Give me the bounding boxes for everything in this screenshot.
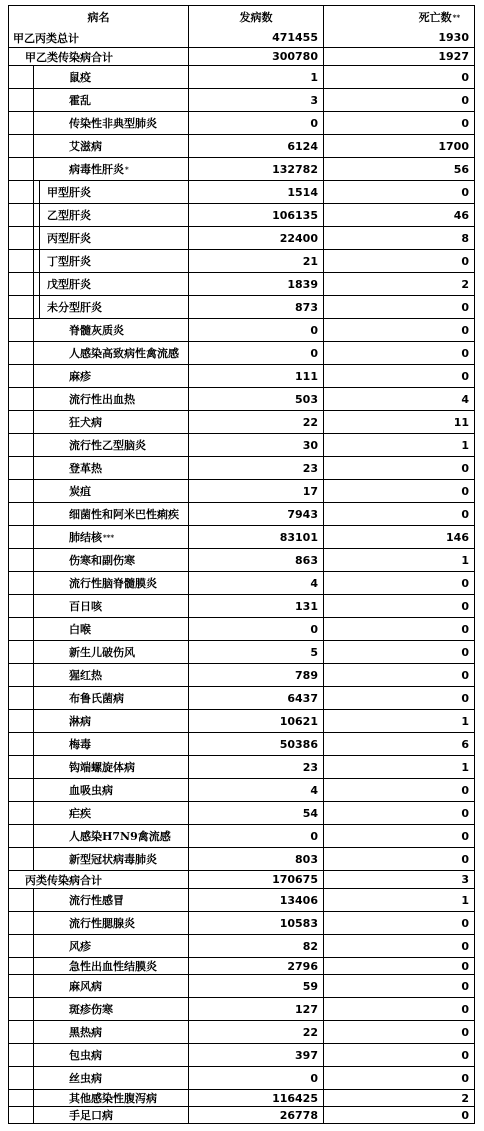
deaths-cell: 11	[323, 411, 474, 433]
deaths-cell: 0	[323, 1107, 474, 1123]
header-deaths-label: 死亡数	[418, 11, 452, 24]
table-header-row	[9, 6, 474, 28]
table-row	[9, 364, 474, 387]
disease-name-cell	[9, 135, 188, 157]
deaths-cell: 0	[323, 572, 474, 594]
disease-name: 梅毒	[69, 738, 91, 751]
table-row	[9, 847, 474, 870]
disease-name-cell	[9, 66, 188, 88]
disease-name-cell	[9, 503, 188, 525]
disease-name: 淋病	[69, 715, 91, 728]
cases-cell: 50386	[188, 733, 323, 755]
disease-name-cell	[9, 388, 188, 410]
header-cases: 发病数	[188, 6, 323, 28]
table-row	[9, 778, 474, 801]
table-row	[9, 548, 474, 571]
deaths-cell: 1	[323, 434, 474, 456]
cases-cell: 0	[188, 1067, 323, 1089]
disease-name-cell	[9, 48, 188, 65]
cases-cell: 1	[188, 66, 323, 88]
disease-name: 百日咳	[69, 600, 102, 613]
disease-name: 人感染高致病性禽流感	[69, 347, 179, 360]
table-body	[9, 28, 474, 1123]
table-row	[9, 88, 474, 111]
deaths-cell: 8	[323, 227, 474, 249]
deaths-cell: 0	[323, 779, 474, 801]
disease-name-cell	[9, 825, 188, 847]
disease-name-cell	[9, 250, 188, 272]
disease-name-cell	[9, 1044, 188, 1066]
table-row	[9, 870, 474, 888]
table-row	[9, 272, 474, 295]
disease-name-cell	[9, 319, 188, 341]
cases-cell: 17	[188, 480, 323, 502]
cases-cell: 54	[188, 802, 323, 824]
cases-cell: 22	[188, 1021, 323, 1043]
cases-cell: 111	[188, 365, 323, 387]
disease-name: 丁型肝炎	[47, 255, 91, 268]
cases-cell: 0	[188, 825, 323, 847]
cases-cell: 2796	[188, 958, 323, 974]
cases-cell: 10583	[188, 912, 323, 934]
disease-name-cell	[9, 756, 188, 778]
cases-cell: 863	[188, 549, 323, 571]
disease-name: 包虫病	[69, 1049, 102, 1062]
disease-name: 肺结核	[69, 531, 102, 544]
cases-cell: 873	[188, 296, 323, 318]
table-row	[9, 617, 474, 640]
disease-name-cell	[9, 848, 188, 870]
deaths-cell: 0	[323, 1067, 474, 1089]
cases-cell: 21	[188, 250, 323, 272]
cases-cell: 4	[188, 779, 323, 801]
table-row	[9, 318, 474, 341]
disease-name-cell	[9, 687, 188, 709]
deaths-cell: 1	[323, 756, 474, 778]
disease-name: 丝虫病	[69, 1072, 102, 1085]
deaths-cell: 0	[323, 480, 474, 502]
table-row	[9, 957, 474, 974]
disease-name: 钩端螺旋体病	[69, 761, 135, 774]
cases-cell: 10621	[188, 710, 323, 732]
deaths-cell: 1	[323, 889, 474, 911]
disease-name: 急性出血性结膜炎	[69, 960, 157, 973]
disease-name-cell	[9, 802, 188, 824]
deaths-cell: 0	[323, 89, 474, 111]
disease-name-cell	[9, 975, 188, 997]
deaths-cell: 56	[323, 158, 474, 180]
cases-cell: 127	[188, 998, 323, 1020]
disease-name: 艾滋病	[69, 140, 102, 153]
disease-name: 麻疹	[69, 370, 91, 383]
disease-name-cell	[9, 411, 188, 433]
disease-name: 流行性腮腺炎	[69, 917, 135, 930]
cases-cell: 6437	[188, 687, 323, 709]
deaths-cell: 0	[323, 365, 474, 387]
disease-name-cell	[9, 1021, 188, 1043]
table-row	[9, 934, 474, 957]
cases-cell: 116425	[188, 1090, 323, 1106]
disease-name-cell	[9, 912, 188, 934]
disease-name: 炭疽	[69, 485, 91, 498]
disease-name-cell	[9, 227, 188, 249]
disease-name-cell	[9, 112, 188, 134]
deaths-cell: 1	[323, 549, 474, 571]
deaths-cell: 4	[323, 388, 474, 410]
deaths-cell: 0	[323, 181, 474, 203]
cases-cell: 803	[188, 848, 323, 870]
disease-name: 未分型肝炎	[47, 301, 102, 314]
deaths-cell: 2	[323, 1090, 474, 1106]
disease-name-cell	[9, 365, 188, 387]
table-row	[9, 1066, 474, 1089]
disease-statistics-table	[8, 5, 475, 1124]
table-row	[9, 686, 474, 709]
cases-cell: 132782	[188, 158, 323, 180]
deaths-cell: 0	[323, 595, 474, 617]
table-row	[9, 732, 474, 755]
disease-name-cell	[9, 618, 188, 640]
table-row	[9, 640, 474, 663]
deaths-cell: 1930	[323, 28, 474, 47]
disease-name: 病毒性肝炎	[69, 163, 124, 176]
disease-name: 其他感染性腹泻病	[69, 1092, 157, 1105]
deaths-cell: 0	[323, 112, 474, 134]
table-row	[9, 824, 474, 847]
cases-cell: 7943	[188, 503, 323, 525]
deaths-cell: 0	[323, 66, 474, 88]
disease-name-cell	[9, 871, 188, 888]
table-row	[9, 594, 474, 617]
disease-name: 细菌性和阿米巴性痢疾	[69, 508, 179, 521]
cases-cell: 22400	[188, 227, 323, 249]
deaths-cell: 0	[323, 848, 474, 870]
cases-cell: 170675	[188, 871, 323, 888]
disease-name: 新型冠状病毒肺炎	[69, 853, 157, 866]
deaths-cell: 0	[323, 958, 474, 974]
disease-name: 人感染H7N9禽流感	[69, 830, 171, 843]
disease-name: 甲型肝炎	[47, 186, 91, 199]
table-row	[9, 663, 474, 686]
disease-name-cell	[9, 181, 188, 203]
disease-name-cell	[9, 526, 188, 548]
disease-name-cell	[9, 572, 188, 594]
header-disease-name: 病名	[87, 11, 110, 24]
cases-cell: 23	[188, 756, 323, 778]
disease-name-cell	[9, 273, 188, 295]
cases-cell: 23	[188, 457, 323, 479]
disease-name-cell	[9, 779, 188, 801]
table-row	[9, 1043, 474, 1066]
disease-name-cell	[9, 595, 188, 617]
cases-cell: 6124	[188, 135, 323, 157]
disease-name: 流行性出血热	[69, 393, 135, 406]
disease-name: 疟疾	[69, 807, 91, 820]
disease-name: 白喉	[69, 623, 91, 636]
table-row	[9, 203, 474, 226]
cases-cell: 4	[188, 572, 323, 594]
disease-name-cell	[9, 89, 188, 111]
deaths-cell: 146	[323, 526, 474, 548]
table-row	[9, 433, 474, 456]
table-row	[9, 249, 474, 272]
cases-cell: 471455	[188, 28, 323, 47]
table-row	[9, 525, 474, 548]
table-row	[9, 888, 474, 911]
deaths-cell: 0	[323, 664, 474, 686]
disease-name: 甲乙丙类总计	[13, 31, 79, 45]
disease-name-cell	[9, 28, 188, 47]
table-row	[9, 47, 474, 65]
cases-cell: 59	[188, 975, 323, 997]
disease-name-cell	[9, 998, 188, 1020]
disease-name-cell	[9, 935, 188, 957]
table-row	[9, 1089, 474, 1106]
cases-cell: 789	[188, 664, 323, 686]
cases-cell: 26778	[188, 1107, 323, 1123]
table-row	[9, 134, 474, 157]
disease-name: 新生儿破伤风	[69, 646, 135, 659]
table-row	[9, 410, 474, 433]
disease-name: 狂犬病	[69, 416, 102, 429]
disease-name: 流行性脑脊髓膜炎	[69, 577, 157, 590]
cases-cell: 1514	[188, 181, 323, 203]
deaths-cell: 3	[323, 871, 474, 888]
disease-name: 黑热病	[69, 1026, 102, 1039]
deaths-cell: 0	[323, 457, 474, 479]
header-deaths	[323, 6, 474, 28]
table-row	[9, 571, 474, 594]
cases-cell: 0	[188, 112, 323, 134]
table-row	[9, 1020, 474, 1043]
disease-name-cell	[9, 296, 188, 318]
deaths-cell: 0	[323, 1021, 474, 1043]
disease-name-cell	[9, 204, 188, 226]
deaths-cell: 0	[323, 618, 474, 640]
cases-cell: 300780	[188, 48, 323, 65]
disease-name-cell	[9, 457, 188, 479]
disease-name: 丙型肝炎	[47, 232, 91, 245]
disease-name-cell	[9, 664, 188, 686]
deaths-cell: 1700	[323, 135, 474, 157]
disease-name: 布鲁氏菌病	[69, 692, 124, 705]
cases-cell: 131	[188, 595, 323, 617]
deaths-cell: 0	[323, 998, 474, 1020]
footnote-mark: *	[125, 164, 129, 174]
footnote-mark: ***	[103, 532, 114, 542]
deaths-cell: 0	[323, 802, 474, 824]
table-row	[9, 295, 474, 318]
cases-cell: 22	[188, 411, 323, 433]
table-row	[9, 456, 474, 479]
cases-cell: 3	[188, 89, 323, 111]
disease-name: 传染性非典型肺炎	[69, 117, 157, 130]
table-row	[9, 341, 474, 364]
cases-cell: 1839	[188, 273, 323, 295]
disease-name: 麻风病	[69, 980, 102, 993]
table-row	[9, 180, 474, 203]
header-deaths-footnote-mark: **	[452, 12, 460, 22]
table-row	[9, 111, 474, 134]
deaths-cell: 0	[323, 503, 474, 525]
disease-name-cell	[9, 710, 188, 732]
table-row	[9, 974, 474, 997]
disease-name: 乙型肝炎	[47, 209, 91, 222]
disease-name: 鼠疫	[69, 71, 91, 84]
table-row	[9, 911, 474, 934]
disease-name: 甲乙类传染病合计	[25, 50, 113, 64]
cases-cell: 0	[188, 342, 323, 364]
cases-cell: 106135	[188, 204, 323, 226]
disease-name-cell	[9, 1067, 188, 1089]
deaths-cell: 0	[323, 912, 474, 934]
deaths-cell: 0	[323, 250, 474, 272]
cases-cell: 5	[188, 641, 323, 663]
disease-name: 血吸虫病	[69, 784, 113, 797]
deaths-cell: 0	[323, 296, 474, 318]
disease-name: 霍乱	[69, 94, 91, 107]
deaths-cell: 2	[323, 273, 474, 295]
disease-name-cell	[9, 733, 188, 755]
table-row	[9, 387, 474, 410]
disease-name-cell	[9, 342, 188, 364]
disease-name: 风疹	[69, 940, 91, 953]
table-row	[9, 226, 474, 249]
table-row	[9, 28, 474, 47]
table-row	[9, 997, 474, 1020]
deaths-cell: 0	[323, 975, 474, 997]
disease-name-cell	[9, 1090, 188, 1106]
deaths-cell: 0	[323, 1044, 474, 1066]
deaths-cell: 0	[323, 319, 474, 341]
disease-name: 戊型肝炎	[47, 278, 91, 291]
disease-name-cell	[9, 641, 188, 663]
deaths-cell: 1	[323, 710, 474, 732]
disease-name: 脊髓灰质炎	[69, 324, 124, 337]
deaths-cell: 0	[323, 935, 474, 957]
cases-cell: 0	[188, 319, 323, 341]
cases-cell: 0	[188, 618, 323, 640]
table-row	[9, 502, 474, 525]
deaths-cell: 0	[323, 342, 474, 364]
disease-name: 猩红热	[69, 669, 102, 682]
disease-name-cell	[9, 434, 188, 456]
deaths-cell: 0	[323, 825, 474, 847]
disease-name: 伤寒和副伤寒	[69, 554, 135, 567]
disease-name-cell	[9, 1107, 188, 1123]
deaths-cell: 0	[323, 641, 474, 663]
cases-cell: 503	[188, 388, 323, 410]
table-row	[9, 65, 474, 88]
disease-name: 流行性乙型脑炎	[69, 439, 146, 452]
cases-cell: 83101	[188, 526, 323, 548]
deaths-cell: 46	[323, 204, 474, 226]
disease-name: 流行性感冒	[69, 894, 124, 907]
disease-name-cell	[9, 889, 188, 911]
disease-name-cell	[9, 480, 188, 502]
disease-name-cell	[9, 958, 188, 974]
table-row	[9, 801, 474, 824]
deaths-cell: 1927	[323, 48, 474, 65]
cases-cell: 13406	[188, 889, 323, 911]
table-row	[9, 709, 474, 732]
disease-name-cell	[9, 158, 188, 180]
deaths-cell: 6	[323, 733, 474, 755]
disease-name: 丙类传染病合计	[25, 873, 102, 887]
cases-cell: 30	[188, 434, 323, 456]
table-row	[9, 1106, 474, 1123]
disease-name: 斑疹伤寒	[69, 1003, 113, 1016]
table-row	[9, 479, 474, 502]
table-row	[9, 157, 474, 180]
disease-name: 手足口病	[69, 1109, 113, 1122]
cases-cell: 82	[188, 935, 323, 957]
deaths-cell: 0	[323, 687, 474, 709]
table-row	[9, 755, 474, 778]
disease-name-cell	[9, 549, 188, 571]
disease-name: 登革热	[69, 462, 102, 475]
cases-cell: 397	[188, 1044, 323, 1066]
